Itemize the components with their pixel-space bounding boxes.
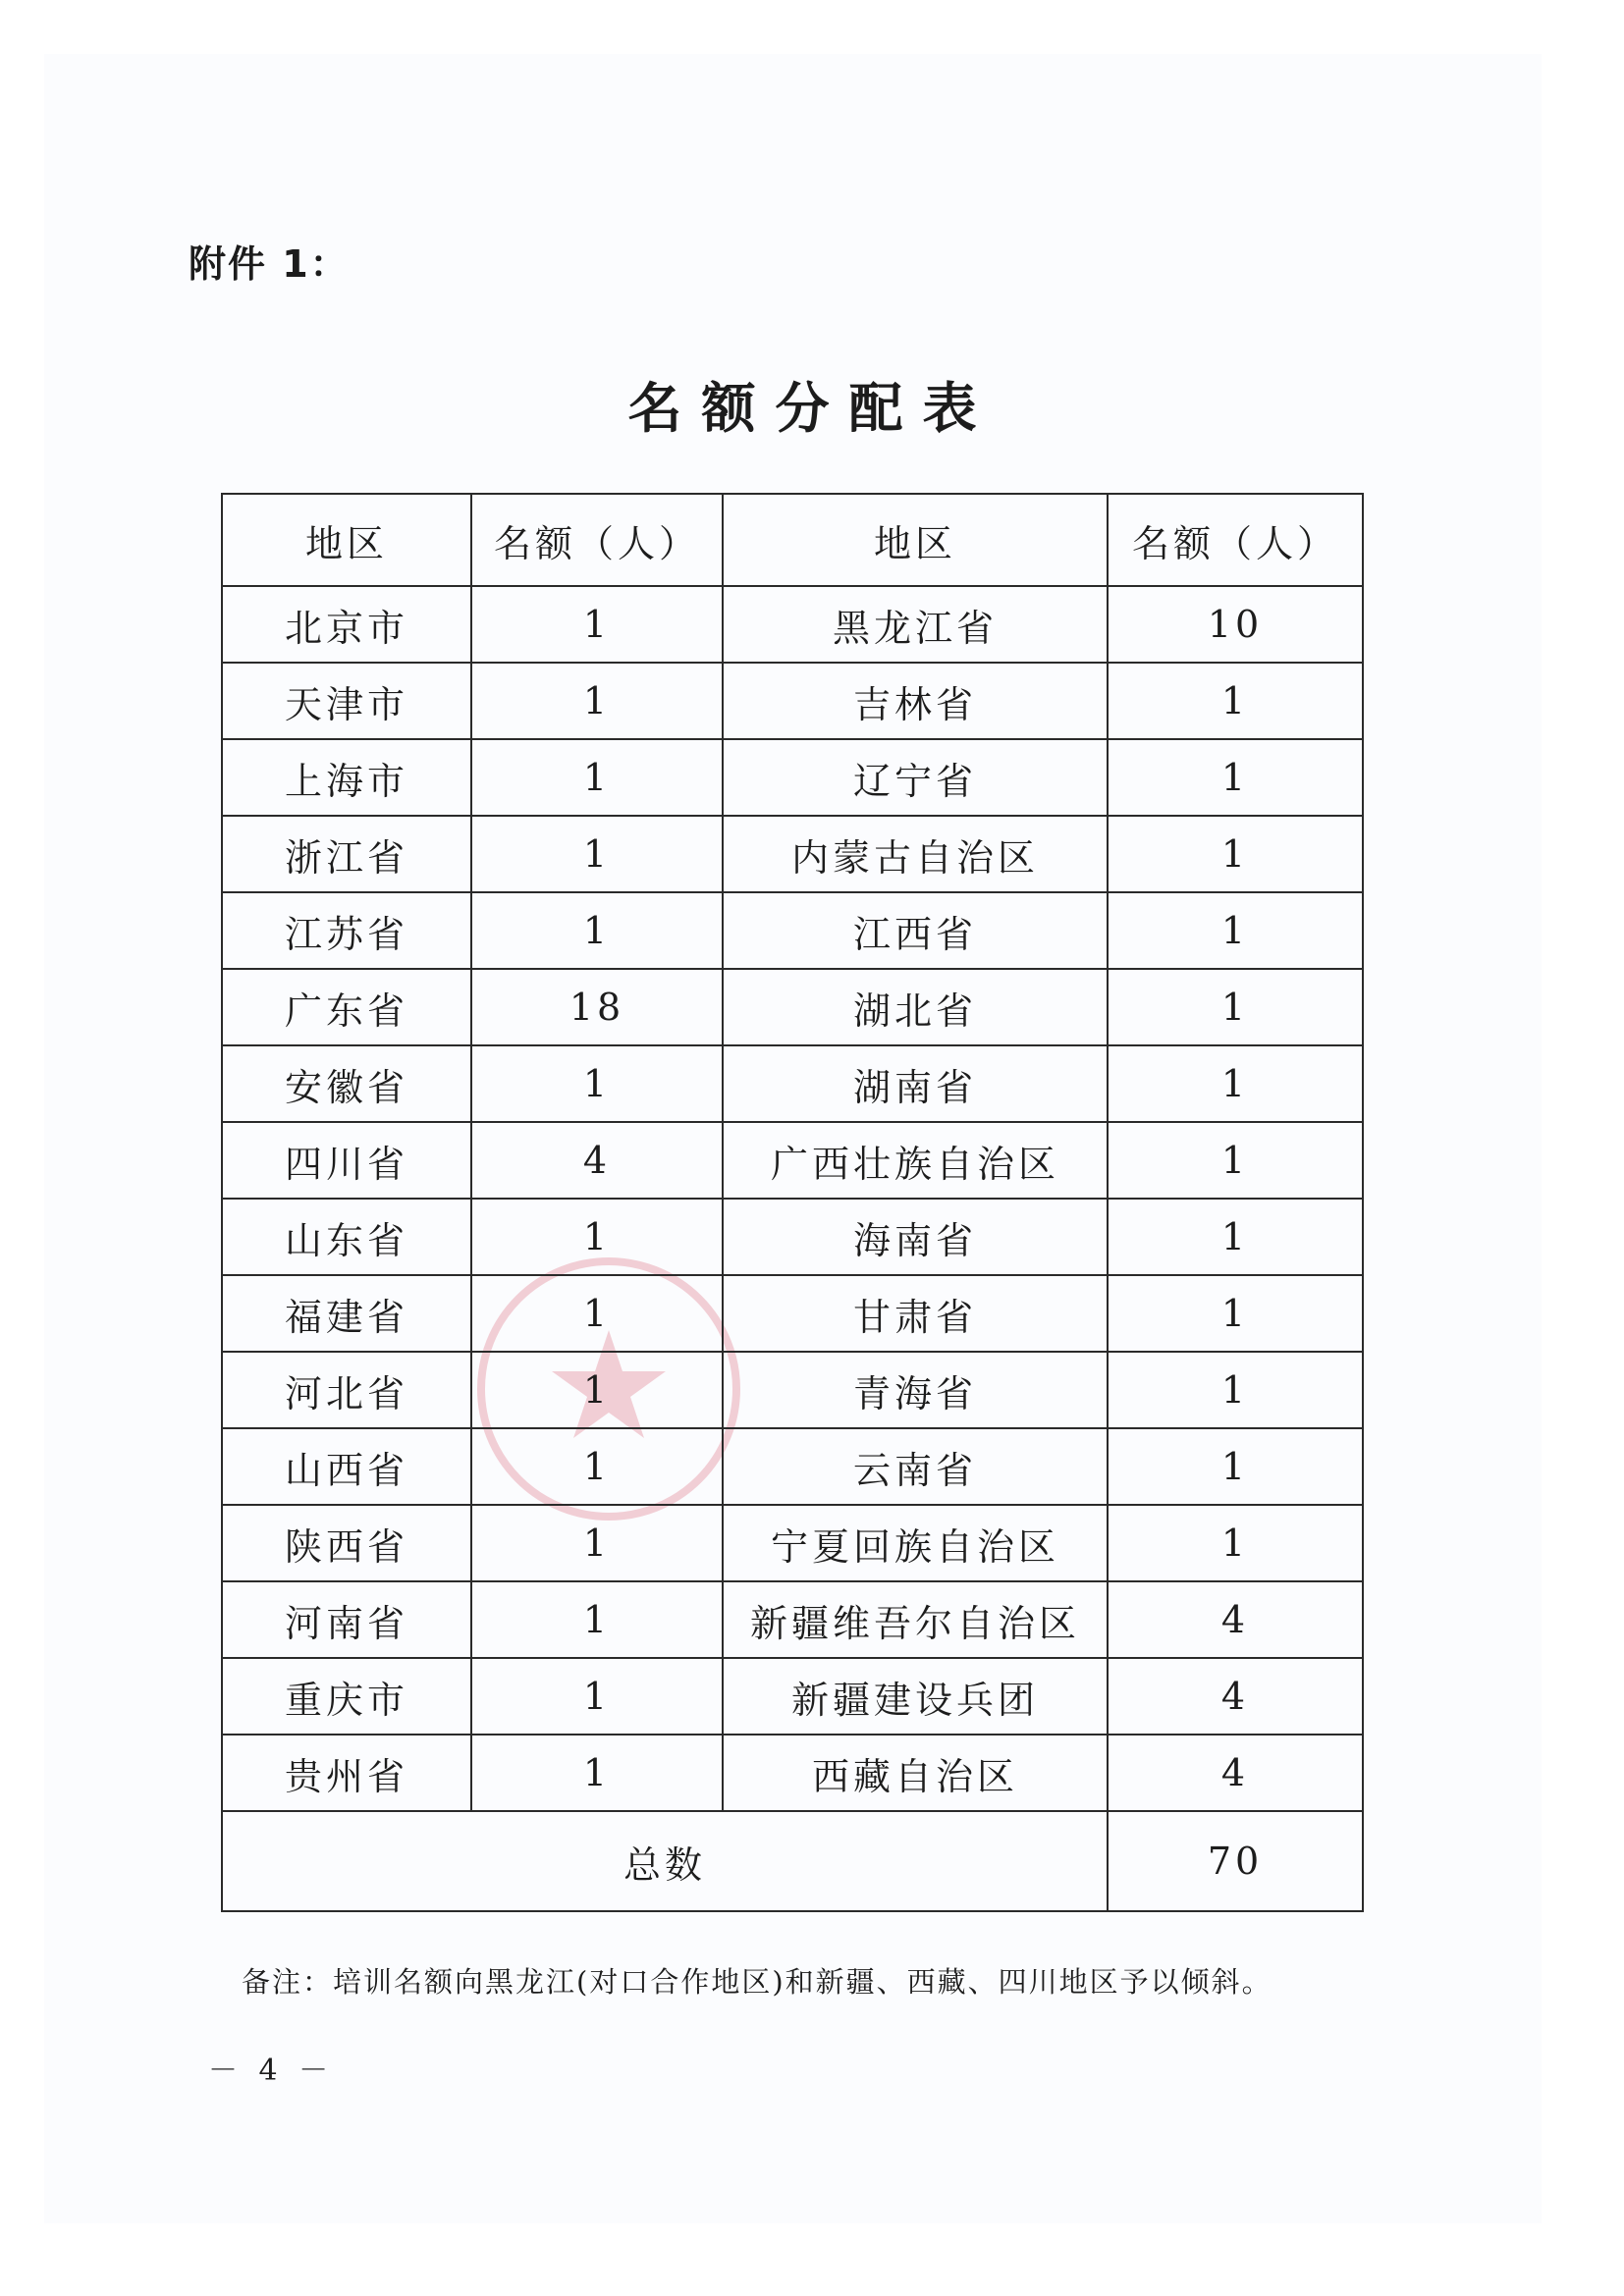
cell-region-left: 福建省 <box>222 1275 471 1352</box>
cell-quota-right: 1 <box>1108 1199 1363 1275</box>
cell-quota-right: 1 <box>1108 1352 1363 1428</box>
cell-quota-left: 1 <box>471 1505 723 1581</box>
cell-quota-left: 1 <box>471 1275 723 1352</box>
cell-region-left: 贵州省 <box>222 1735 471 1811</box>
quota-table <box>221 493 1364 1912</box>
table-row <box>222 1581 1363 1658</box>
cell-quota-left: 1 <box>471 816 723 892</box>
table-row <box>222 1505 1363 1581</box>
cell-region-left: 上海市 <box>222 739 471 816</box>
header-region-left: 地区 <box>222 494 471 586</box>
cell-region-left: 天津市 <box>222 663 471 739</box>
cell-quota-left: 1 <box>471 892 723 969</box>
cell-quota-left: 1 <box>471 739 723 816</box>
header-quota-right: 名额（人） <box>1108 494 1363 586</box>
cell-region-right: 广西壮族自治区 <box>723 1122 1108 1199</box>
cell-region-right: 西藏自治区 <box>723 1735 1108 1811</box>
cell-region-right: 宁夏回族自治区 <box>723 1505 1108 1581</box>
cell-quota-left: 1 <box>471 1199 723 1275</box>
table-row <box>222 1045 1363 1122</box>
cell-quota-right: 4 <box>1108 1735 1363 1811</box>
cell-quota-left: 1 <box>471 1352 723 1428</box>
cell-region-left: 河北省 <box>222 1352 471 1428</box>
table-row <box>222 739 1363 816</box>
attachment-label: 附件 1： <box>189 242 350 286</box>
cell-quota-left: 4 <box>471 1122 723 1199</box>
cell-quota-left: 1 <box>471 1428 723 1505</box>
total-label: 总数 <box>222 1811 1108 1911</box>
cell-region-left: 陕西省 <box>222 1505 471 1581</box>
cell-quota-left: 1 <box>471 1658 723 1735</box>
header-quota-left: 名额（人） <box>471 494 723 586</box>
cell-quota-right: 10 <box>1108 586 1363 663</box>
cell-quota-right: 1 <box>1108 816 1363 892</box>
table-row <box>222 969 1363 1045</box>
table-row <box>222 892 1363 969</box>
cell-region-right: 甘肃省 <box>723 1275 1108 1352</box>
table-row <box>222 586 1363 663</box>
cell-region-right: 吉林省 <box>723 663 1108 739</box>
cell-quota-left: 18 <box>471 969 723 1045</box>
page-title: 名额分配表 <box>627 377 997 440</box>
cell-region-right: 新疆建设兵团 <box>723 1658 1108 1735</box>
cell-quota-right: 1 <box>1108 969 1363 1045</box>
footnote: 备注：培训名额向黑龙江(对口合作地区)和新疆、西藏、四川地区予以倾斜。 <box>242 1965 1272 1999</box>
cell-region-left: 四川省 <box>222 1122 471 1199</box>
table-row <box>222 1275 1363 1352</box>
table-row <box>222 663 1363 739</box>
cell-region-right: 江西省 <box>723 892 1108 969</box>
table-body <box>222 586 1363 1811</box>
cell-region-right: 湖北省 <box>723 969 1108 1045</box>
cell-quota-right: 1 <box>1108 1428 1363 1505</box>
table-row <box>222 1428 1363 1505</box>
cell-quota-right: 4 <box>1108 1581 1363 1658</box>
table-header-row <box>222 494 1363 586</box>
cell-quota-right: 1 <box>1108 739 1363 816</box>
cell-quota-left: 1 <box>471 1735 723 1811</box>
cell-region-left: 安徽省 <box>222 1045 471 1122</box>
cell-region-left: 广东省 <box>222 969 471 1045</box>
total-value: 70 <box>1108 1811 1363 1911</box>
table-row <box>222 1199 1363 1275</box>
cell-quota-left: 1 <box>471 1045 723 1122</box>
cell-quota-right: 1 <box>1108 892 1363 969</box>
cell-quota-right: 1 <box>1108 663 1363 739</box>
table-row <box>222 1658 1363 1735</box>
page-number: － 4 － <box>208 2054 335 2088</box>
cell-region-left: 山东省 <box>222 1199 471 1275</box>
cell-region-left: 北京市 <box>222 586 471 663</box>
cell-region-right: 青海省 <box>723 1352 1108 1428</box>
cell-region-right: 湖南省 <box>723 1045 1108 1122</box>
cell-region-left: 山西省 <box>222 1428 471 1505</box>
cell-region-right: 黑龙江省 <box>723 586 1108 663</box>
cell-region-right: 内蒙古自治区 <box>723 816 1108 892</box>
table-row <box>222 1122 1363 1199</box>
cell-quota-right: 1 <box>1108 1122 1363 1199</box>
cell-region-left: 河南省 <box>222 1581 471 1658</box>
cell-region-left: 江苏省 <box>222 892 471 969</box>
table-row <box>222 1735 1363 1811</box>
cell-region-right: 辽宁省 <box>723 739 1108 816</box>
cell-quota-right: 1 <box>1108 1275 1363 1352</box>
cell-quota-left: 1 <box>471 1581 723 1658</box>
cell-region-right: 新疆维吾尔自治区 <box>723 1581 1108 1658</box>
cell-region-right: 海南省 <box>723 1199 1108 1275</box>
cell-quota-left: 1 <box>471 586 723 663</box>
table-total-row <box>222 1811 1363 1911</box>
cell-quota-right: 1 <box>1108 1045 1363 1122</box>
header-region-right: 地区 <box>723 494 1108 586</box>
cell-region-left: 浙江省 <box>222 816 471 892</box>
cell-quota-right: 4 <box>1108 1658 1363 1735</box>
cell-region-right: 云南省 <box>723 1428 1108 1505</box>
cell-quota-left: 1 <box>471 663 723 739</box>
cell-quota-right: 1 <box>1108 1505 1363 1581</box>
table-row <box>222 816 1363 892</box>
cell-region-left: 重庆市 <box>222 1658 471 1735</box>
table-row <box>222 1352 1363 1428</box>
